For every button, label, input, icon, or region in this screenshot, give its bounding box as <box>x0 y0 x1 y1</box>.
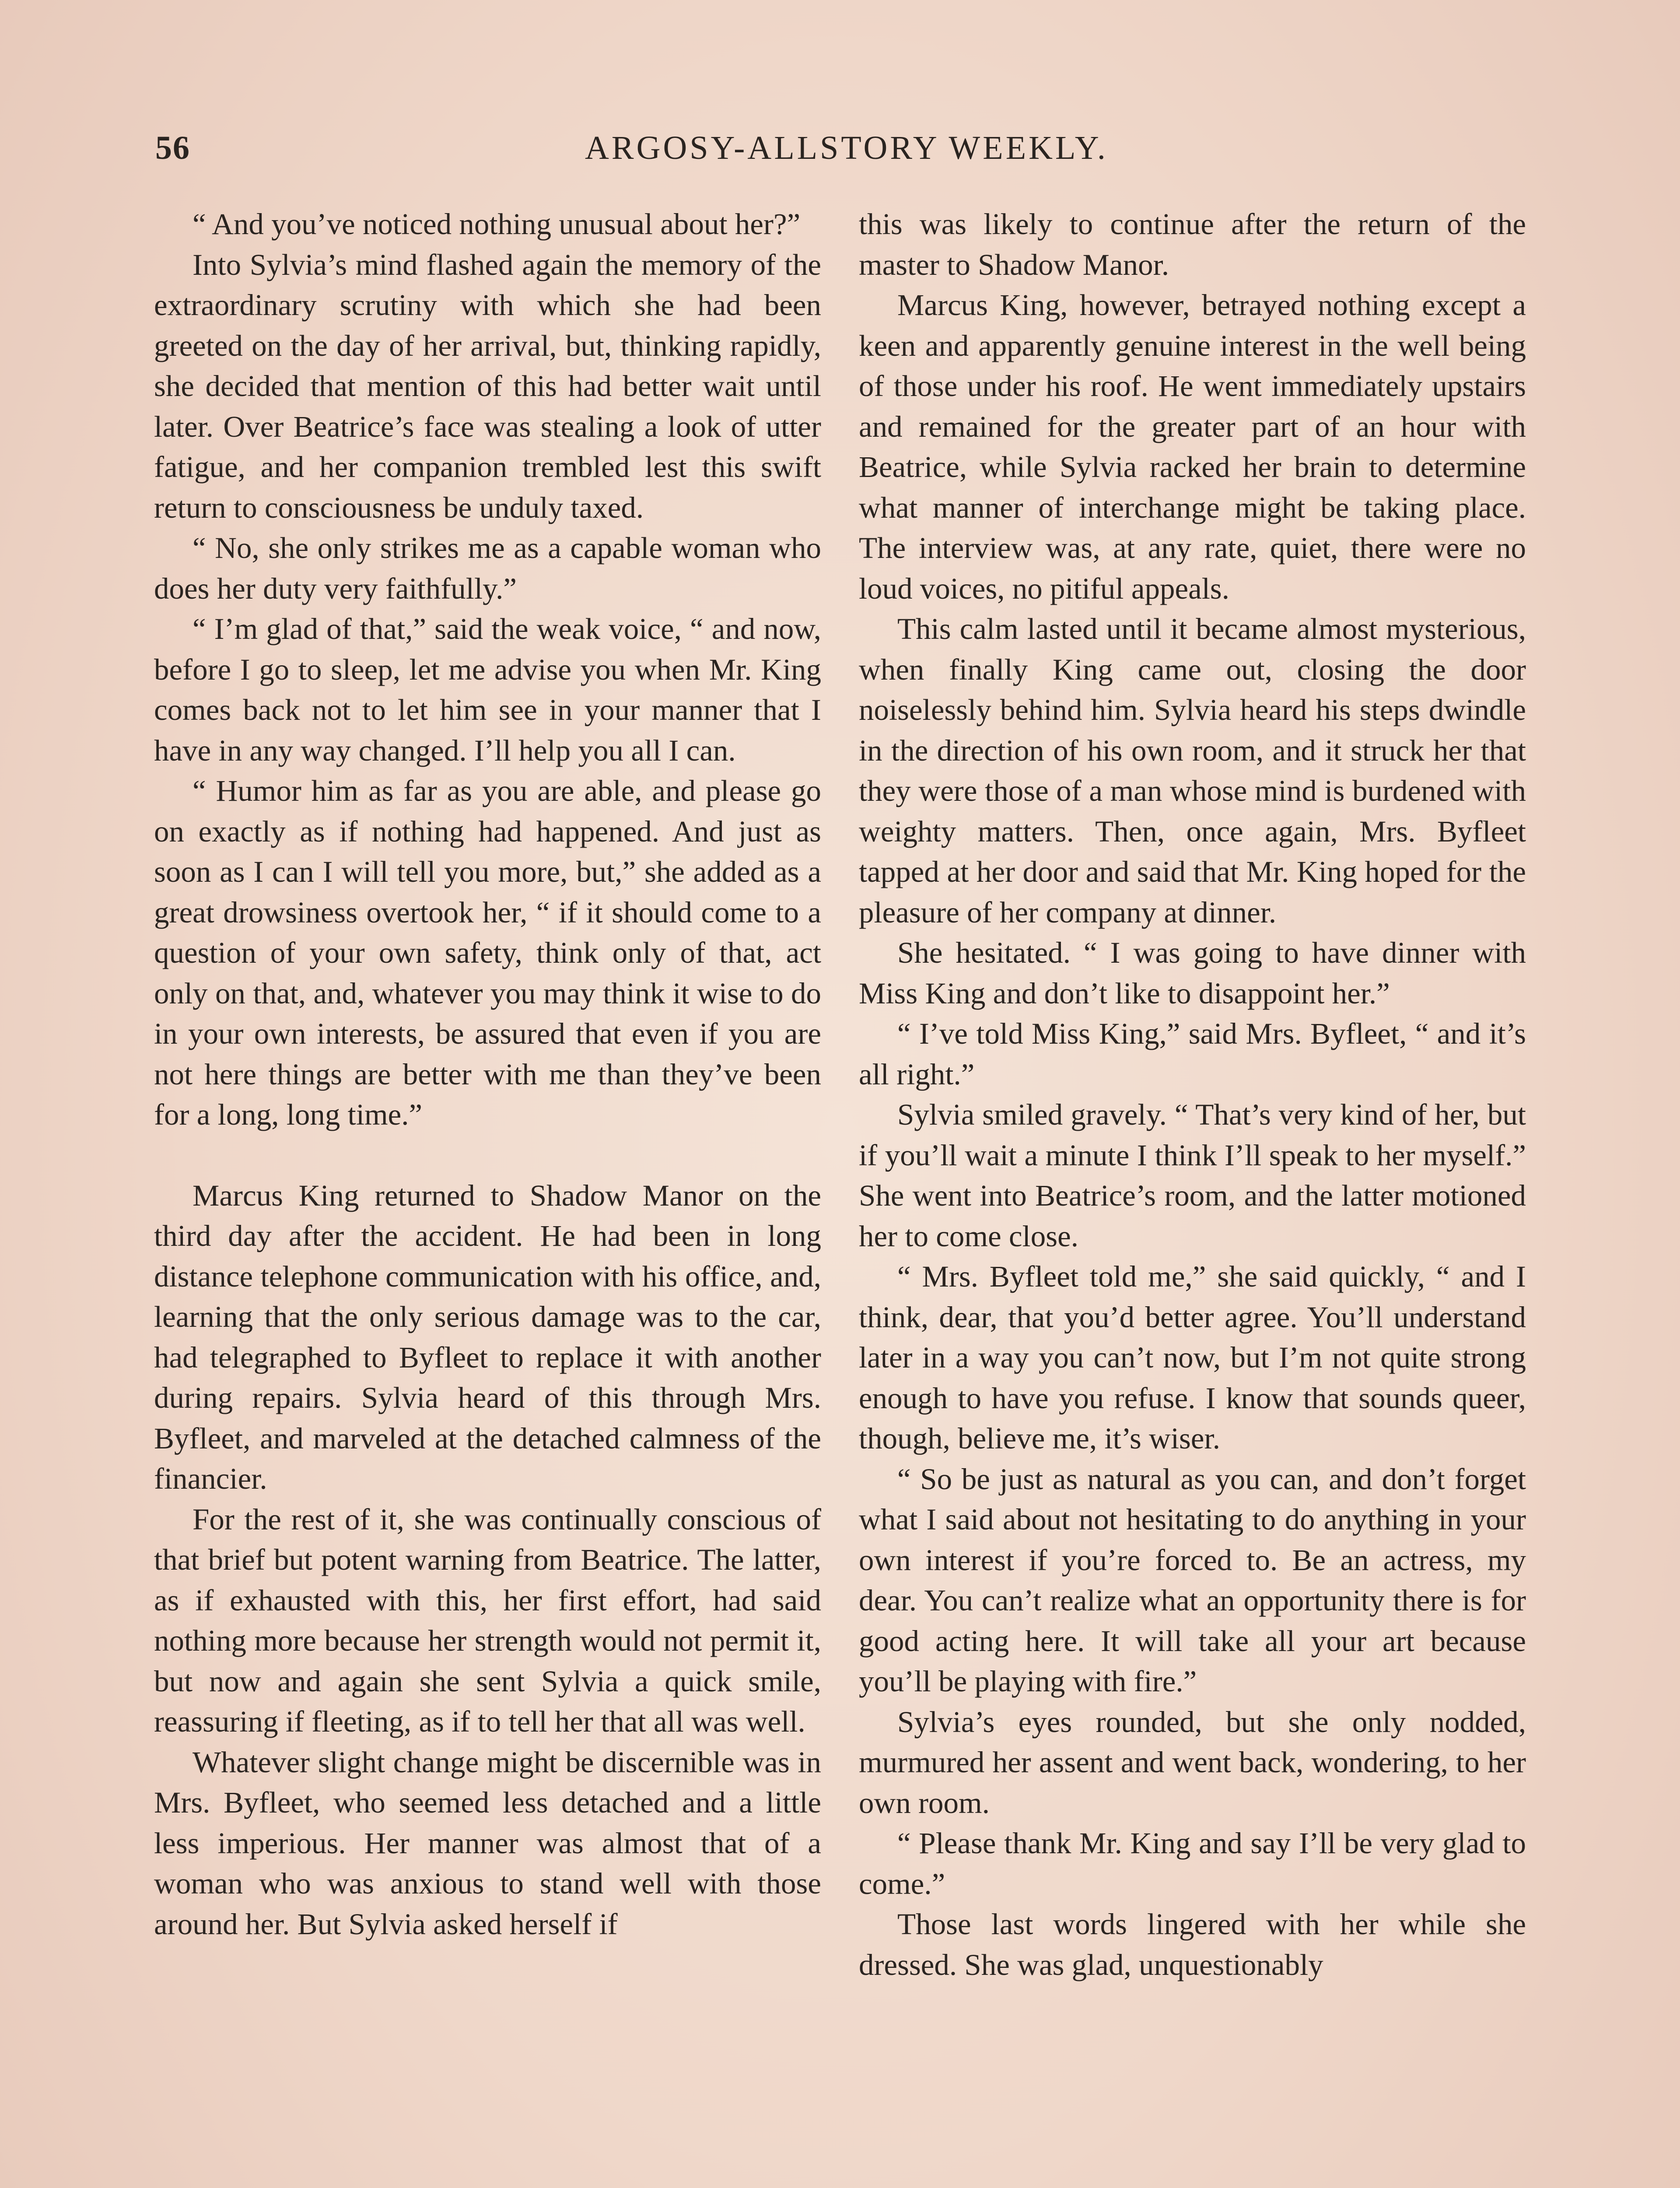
paragraph: “ Please thank Mr. King and say I’ll be very glad to come.” <box>859 1827 1526 1900</box>
paragraph: “ Mrs. Byfleet told me,” she said quickly, “ and I think, dear, that you’d better agree. You’ll understand later in a way you can’t now, but I’m not quite strong enough to have you refuse. I know that sounds queer, though, believe me, it’s wiser. <box>859 1260 1526 1455</box>
page-header <box>155 129 1538 177</box>
paragraph: For the rest of it, she was continually conscious of that brief but potent warning from Beatrice. The latter, as if exhausted with this, her first effort, had said nothing more because her strength would not permit it, but now and again she sent Sylvia a quick smile, reassuring if fleeting, as if to tell her that all was well. <box>154 1502 821 1738</box>
paragraph: Marcus King returned to Shadow Manor on the third day after the accident. He had been in long distance telephone communication with his office, and, learning that the only serious damage was to the car, had telegraphed to Byfleet to replace it with another during repairs. Sylvia heard of this through Mrs. Byfleet, and marveled at the detached calmness of the financier. <box>154 1178 821 1495</box>
paragraph: this was likely to continue after the return of the master to Shadow Manor. <box>859 207 1526 281</box>
paragraph: Sylvia’s eyes rounded, but she only nodded, murmured her assent and went back, wondering, to her own room. <box>859 1705 1526 1820</box>
paragraph: Whatever slight change might be discernible was in Mrs. Byfleet, who seemed less detached and a little less imperious. Her manner was almost that of a woman who was anxious to stand well with those around her. But Sylvia asked herself if <box>154 1745 821 1941</box>
paragraph: “ I’ve told Miss King,” said Mrs. Byfleet, “ and it’s all right.” <box>859 1017 1526 1091</box>
paragraph: Those last words lingered with her while she dressed. She was glad, unquestionably <box>859 1907 1526 1981</box>
paragraph: Sylvia smiled gravely. “ That’s very kind of her, but if you’ll wait a minute I think I’ll speak to her myself.” She went into Beatrice’s room, and the latter motioned her to come close. <box>859 1098 1526 1253</box>
page-number: 56 <box>155 130 190 166</box>
paragraph: Into Sylvia’s mind flashed again the memory of the extraordinary scrutiny with which she had been greeted on the day of her arrival, but, thinking rapidly, she decided that mention of this had better wait until later. Over Beatrice’s face was stealing a look of utter fatigue, and her companion trembled lest this swift return to consciousness be unduly taxed. <box>154 248 821 524</box>
section-break <box>154 1135 821 1175</box>
paragraph: “ I’m glad of that,” said the weak voice, “ and now, before I go to sleep, let me advise you when Mr. King comes back not to let him see in your manner that I have in any way changed. I’ll help you all I can. <box>154 612 821 767</box>
paragraph: “ Humor him as far as you are able, and please go on exactly as if nothing had happened. And just as soon as I can I will tell you more, but,” she added as a great drowsiness overtook her, “ if it should come to a question of your own safety, think only of that, act only on that, and, whatever you may think it wise to do in your own interests, be assured that even if you are not here things are better with me than they’ve been for a long, long time.” <box>154 774 821 1131</box>
right-text-column <box>859 204 1526 1985</box>
paragraph: Marcus King, however, betrayed nothing except a keen and apparently genuine interest in the well being of those under his roof. He went immediately upstairs and remained for the greater part of an hour with Beatrice, while Sylvia racked her brain to determine what manner of interchange might be taking place. The interview was, at any rate, quiet, there were no loud voices, no pitiful appeals. <box>859 288 1526 605</box>
paragraph: This calm lasted until it became almost mysterious, when finally King came out, closing the door noiselessly behind him. Sylvia heard his steps dwindle in the direction of his own room, and it struck her that they were those of a man whose mind is burdened with weighty matters. Then, once again, Mrs. Byfleet tapped at her door and said that Mr. King hoped for the pleasure of her company at dinner. <box>859 612 1526 929</box>
running-head: ARGOSY-ALLSTORY WEEKLY. <box>585 130 1108 166</box>
paragraph: “ And you’ve noticed nothing unusual about her?” <box>192 207 801 241</box>
paragraph: She hesitated. “ I was going to have dinner with Miss King and don’t like to disappoint her.” <box>859 936 1526 1010</box>
paragraph: “ No, she only strikes me as a capable woman who does her duty very faithfully.” <box>154 531 821 605</box>
left-text-column <box>154 204 821 1944</box>
paragraph: “ So be just as natural as you can, and don’t forget what I said about not hesitating to do anything in your own interest if you’re forced to. Be an actress, my dear. You can’t realize what an opportunity there is for good acting here. It will take all your art because you’ll be playing with fire.” <box>859 1462 1526 1698</box>
